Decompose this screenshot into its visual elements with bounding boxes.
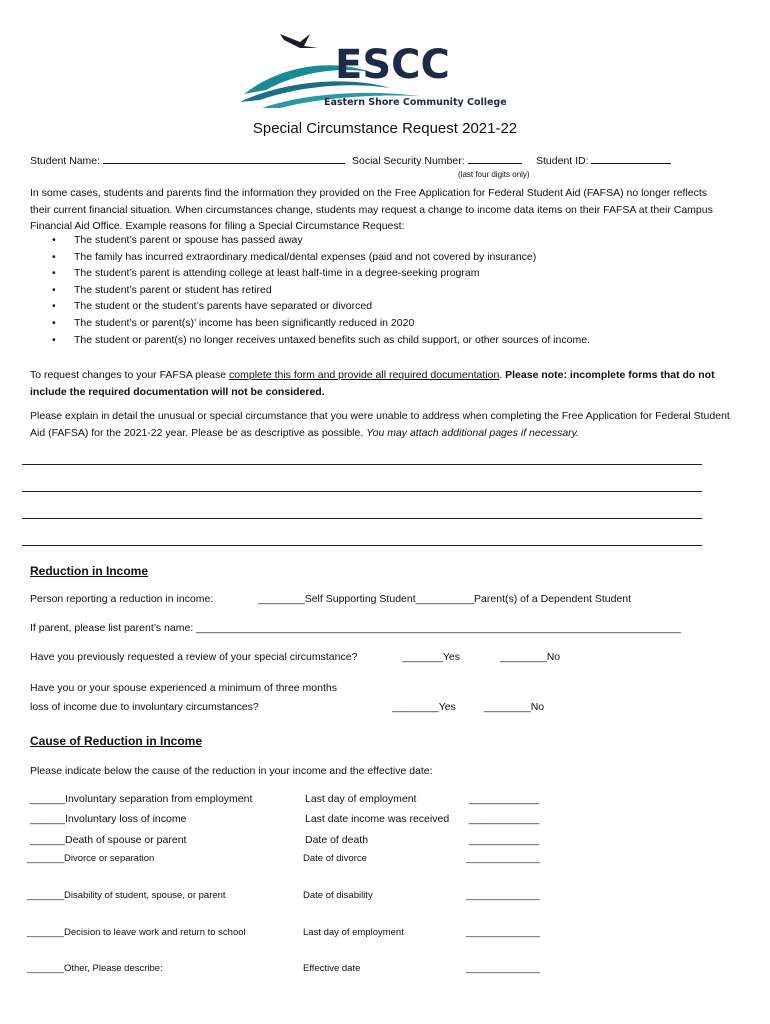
reasons-list bbox=[52, 232, 590, 348]
loss-question-line2: loss of income due to involuntary circumstances? bbox=[30, 701, 259, 713]
date-label: Date of disability bbox=[303, 890, 373, 901]
cause-option[interactable]: ______Involuntary separation from employment bbox=[30, 793, 253, 805]
cause-instruction: Please indicate below the cause of the reduction in your income and the effective date: bbox=[30, 765, 433, 777]
date-label: Last day of employment bbox=[305, 793, 417, 805]
list-item: • The family has incurred extraordinary medical/dental expenses (paid and not covered by insurance) bbox=[52, 249, 590, 266]
request-paragraph bbox=[30, 367, 730, 400]
loss-question-line1: Have you or your spouse experienced a minimum of three months bbox=[30, 682, 337, 694]
list-item: • The student or the student’s parents have separated or divorced bbox=[52, 298, 590, 315]
parent-name-field[interactable]: If parent, please list parent’s name: ___________________________________________________________________________________ bbox=[30, 622, 681, 634]
student-id-blank[interactable] bbox=[591, 153, 671, 164]
logo-wordmark: ESCC bbox=[335, 42, 450, 88]
date-label: Last day of employment bbox=[303, 927, 404, 938]
date-blank[interactable]: ____________ bbox=[469, 793, 540, 805]
student-name-field[interactable] bbox=[30, 153, 345, 167]
student-id-field[interactable] bbox=[536, 153, 671, 167]
date-blank[interactable]: ______________ bbox=[466, 963, 540, 974]
student-name-blank[interactable] bbox=[103, 153, 345, 164]
logo-subtitle: Eastern Shore Community College bbox=[324, 97, 507, 108]
explain-paragraph bbox=[30, 408, 730, 441]
previous-yes-option[interactable]: _______Yes bbox=[402, 651, 461, 663]
date-blank[interactable]: ______________ bbox=[466, 927, 540, 938]
list-item: • The student’s or parent(s)’ income has been significantly reduced in 2020 bbox=[52, 315, 590, 332]
student-id-label: Student ID: bbox=[536, 155, 589, 167]
list-item: • The student’s parent or spouse has passed away bbox=[52, 232, 590, 249]
ssn-note: (last four digits only) bbox=[458, 170, 530, 179]
list-item: • The student or parent(s) no longer receives untaxed benefits such as child support, or other sources of income. bbox=[52, 332, 590, 349]
self-supporting-option[interactable] bbox=[258, 593, 631, 605]
request-period: . bbox=[499, 369, 506, 381]
explain-italic: You may attach additional pages if necessary. bbox=[366, 426, 580, 439]
cause-option[interactable]: _______Divorce or separation bbox=[27, 853, 155, 864]
self-supporting-label: Self Supporting Student bbox=[304, 593, 416, 605]
date-label: Last date income was received bbox=[305, 813, 450, 825]
writing-line-3[interactable] bbox=[22, 518, 702, 519]
cause-option[interactable]: ______Death of spouse or parent bbox=[30, 834, 187, 846]
page-title: Special Circumstance Request 2021-22 bbox=[252, 120, 518, 137]
cause-option[interactable]: _______Other, Please describe: bbox=[27, 963, 163, 974]
writing-line-1[interactable] bbox=[22, 464, 702, 465]
self-supporting-blank[interactable]: ________ bbox=[258, 593, 305, 605]
ssn-blank[interactable] bbox=[468, 153, 522, 164]
request-text: To request changes to your FAFSA please bbox=[30, 369, 230, 381]
previous-no-option[interactable]: ________No bbox=[500, 651, 561, 663]
parent-blank[interactable]: __________ bbox=[415, 593, 475, 605]
ssn-field[interactable] bbox=[352, 153, 522, 167]
writing-line-2[interactable] bbox=[22, 491, 702, 492]
incomplete-note: Please note: incomplete forms that do not include the required documentation will not be considered. bbox=[30, 369, 715, 398]
explain-text: Please explain in detail the unusual or special circumstance that you were unable to address when completing the Free Application for Federal Student Aid (FAFSA) for the 2021-22 year. Please be as descriptive as possible. bbox=[30, 410, 730, 439]
list-item: • The student’s parent is attending college at least half-time in a degree-seeking program bbox=[52, 265, 590, 282]
date-label: Date of death bbox=[305, 834, 369, 846]
ssn-label: Social Security Number: bbox=[352, 155, 465, 167]
cause-heading: Cause of Reduction in Income bbox=[30, 734, 203, 748]
list-item: • The student’s parent or student has retired bbox=[52, 282, 590, 299]
escc-logo bbox=[240, 20, 507, 112]
cause-option[interactable]: ______Involuntary loss of income bbox=[30, 813, 187, 825]
loss-yes-option[interactable]: ________Yes bbox=[392, 701, 456, 713]
reduction-heading: Reduction in Income bbox=[30, 564, 149, 578]
date-blank[interactable]: ____________ bbox=[469, 834, 540, 846]
student-name-label: Student Name: bbox=[30, 155, 101, 167]
escc-logo-graphic bbox=[240, 20, 507, 112]
request-underlined-text: complete this form and provide all required documentation bbox=[229, 369, 500, 381]
date-label: Effective date bbox=[303, 963, 361, 974]
intro-paragraph: In some cases, students and parents find the information they provided on the Free Application for Federal Student Aid (FAFSA) no longer reflects their current financial situation. When circumstances change, students may request a change to income data items on their FAFSA at their Campus Financial Aid Office. Example reasons for filing a Special Circumstance Request: bbox=[30, 187, 713, 232]
date-blank[interactable]: ____________ bbox=[469, 813, 540, 825]
cause-option[interactable]: _______Decision to leave work and return to school bbox=[27, 927, 246, 938]
date-blank[interactable]: ______________ bbox=[466, 890, 540, 901]
parent-label: Parent(s) of a Dependent Student bbox=[474, 593, 632, 605]
loss-no-option[interactable]: ________No bbox=[484, 701, 545, 713]
person-label: Person reporting a reduction in income: bbox=[30, 593, 214, 605]
writing-line-4[interactable] bbox=[22, 545, 702, 546]
previous-review-question: Have you previously requested a review of your special circumstance? bbox=[30, 651, 358, 663]
date-blank[interactable]: ______________ bbox=[466, 853, 540, 864]
date-label: Date of divorce bbox=[303, 853, 367, 864]
cause-option[interactable]: _______Disability of student, spouse, or parent bbox=[27, 890, 226, 901]
